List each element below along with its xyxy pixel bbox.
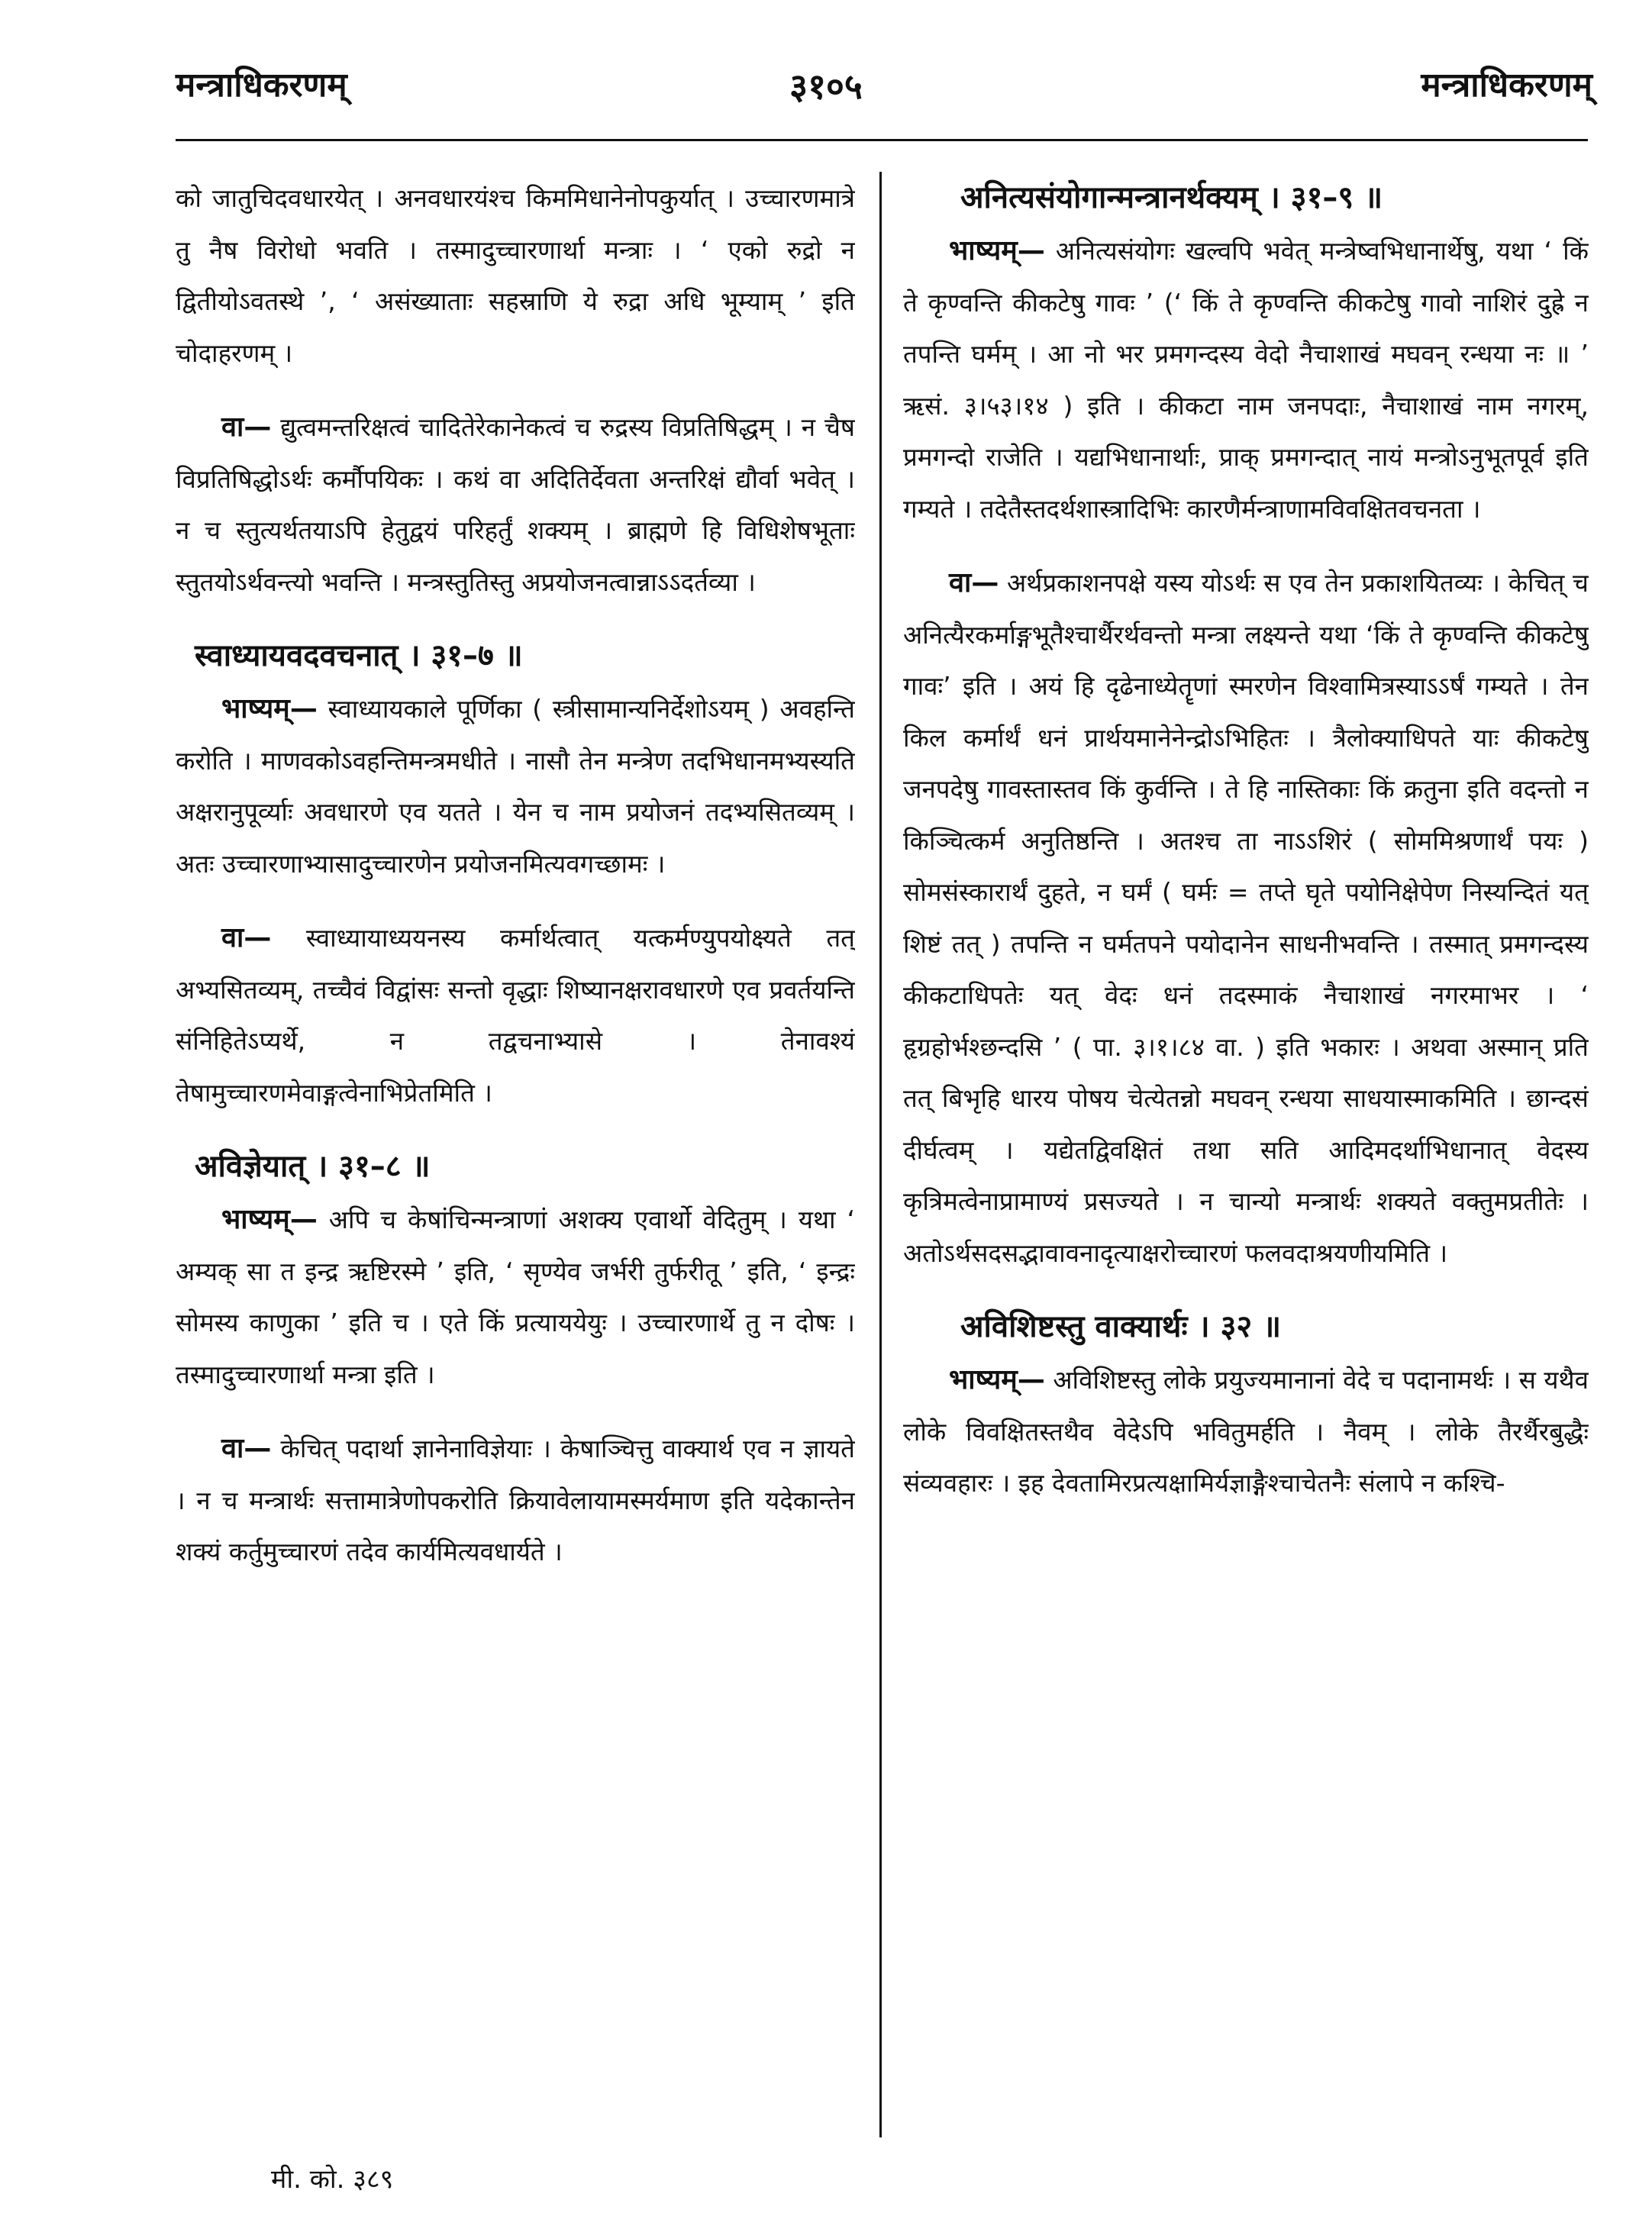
- paragraph-text: स्वाध्यायकाले पूर्णिका ( स्त्रीसामान्यनिर्देशोऽयम् ) अवहन्ति करोति । माणवकोऽवहन्तिमन्त्रमधीते । नासौ तेन मन्त्रेण तदभिधानमभ्यस्यति अक्षरानुपूर्व्याः अवधारणे एव यतते । येन च नाम प्रयोजनं तदभ्यसितव्यम् । अतः उच्चारणाभ्यासादुच्चारणेन प्रयोजनमित्यवगच्छामः ।: [176, 694, 855, 879]
- sutra-heading: अनित्यसंयोगान्मन्त्रानर्थक्यम् । ३१–९ ॥: [960, 180, 1383, 215]
- paragraph-text: अनित्यसंयोगः खल्वपि भवेत् मन्त्रेष्वभिधानार्थेषु, यथा ‘ किं ते कृण्वन्ति कीकटेषु गावः ’ (‘ किं ते कृण्वन्ति कीकटेषु गावो नाशिरं दुह्रे न तपन्ति घर्मम् । आ नो भर प्रमगन्दस्य वेदो नैचाशाखं मघवन् रन्धया नः ॥ ’ ऋसं. ३।५३।१४ ) इति । कीकटा नाम जनपदाः, नैचाशाखं नाम नगरम्, प्रमगन्दो राजेति । यद्यभिधानार्थाः, प्राक् प्रमगन्दात् नायं मन्त्रोऽनुभूतपूर्व इति गम्यते । तदेतैस्तदर्थशास्त्रादिभिः कारणैर्मन्त्राणामविवक्षितवचनता ।: [903, 236, 1589, 524]
- paragraph: [176, 402, 855, 608]
- running-header-right: मन्त्राधिकरणम्: [1421, 66, 1592, 105]
- paragraph-text: अर्थप्रकाशनपक्षे यस्य योऽर्थः स एव तेन प्रकाशयितव्यः । केचित् च अनित्यैरकर्माङ्गभूतैश्चार्थैरर्थवन्तो मन्त्रा लक्ष्यन्ते यथा ‘किं ते कृण्वन्ति कीकटेषु गावः’ इति । अयं हि दृढेनाध्येतॄणां स्मरणेन विश्वामित्रस्याऽऽर्षं गम्यते । तेन किल कर्मार्थं धनं प्रार्थयमानेनेन्द्रोऽभिहितः । त्रैलोक्याधिपते याः कीकटेषु जनपदेषु गावस्तास्तव किं कुर्वन्ति । ते हि नास्तिकाः किं क्रतुना इति वदन्तो न किञ्चित्कर्म अनुतिष्ठन्ति । अतश्च ता नाऽऽशिरं ( सोममिश्रणार्थं पयः ) सोमसंस्कारार्थं दुहते, न घर्मं ( घर्मः = तप्ते घृते पयोनिक्षेपेण निस्यन्दितं यत् शिष्टं तत् ) तपन्ति न घर्मतपने पयोदानेन साधनीभवन्ति । तस्मात् प्रमगन्दस्य कीकटाधिपतेः यत् वेदः धनं तदस्माकं नैचाशाखं नगरमाभर । ‘ हृग्रहोर्भश्छन्दसि ’ ( पा. ३।१।८४ वा. ) इति भकारः । अथवा अस्मान् प्रति तत् बिभृहि धारय पोषय चेत्येतन्नो मघवन् रन्धया साधयास्माकमिति । छान्दसं दीर्घत्वम् । यद्येतद्विवक्षितं तथा सति आदिमदर्थाभिधानात् वेदस्य कृत्रिमत्वेनाप्रामाण्यं प्रसज्यते । न चान्यो मन्त्रार्थः शक्यते वक्तुमप्रतीतेः । अतोऽर्थसदसद्भावावनादृत्याक्षरोच्चारणं फलवदाश्रयणीयमिति ।: [903, 568, 1589, 1268]
- paragraph: [176, 912, 855, 1118]
- paragraph: [903, 557, 1589, 1279]
- paragraph: [903, 225, 1589, 534]
- paragraph: [176, 1194, 855, 1400]
- paragraph-lead: वा—: [949, 567, 999, 598]
- paragraph: [176, 1423, 855, 1578]
- paragraph: [903, 1354, 1589, 1509]
- paragraph-text: द्युत्वमन्तरिक्षत्वं चादितेरेकानेकत्वं च रुद्रस्य विप्रतिषिद्धम् । न चैष विप्रतिषिद्धोऽर्थः कर्मौपयिकः । कथं वा अदितिर्देवता अन्तरिक्षं द्यौर्वा भवेत् । न च स्तुत्यर्थतयाऽपि हेतुद्वयं परिहर्तुं शक्यम् । ब्राह्मणे हि विधिशेषभूताः स्तुतयोऽर्थवन्त्यो भवन्ति । मन्त्रस्तुतिस्तु अप्रयोजनत्वान्नाऽऽदर्तव्या ।: [176, 412, 855, 597]
- column-divider: [879, 172, 882, 2137]
- sutra-heading: स्वाध्यायवदवचनात् । ३१–७ ॥: [195, 638, 523, 673]
- paragraph-text: केचित् पदार्था ज्ञानेनाविज्ञेयाः । केषाञ्चित्तु वाक्यार्थ एव न ज्ञायते । न च मन्त्रार्थः सत्तामात्रेणोपकरोति क्रियावेलायामस्मर्यमाण इति यदेकान्तेन शक्यं कर्तुमुच्चारणं तदेव कार्यमित्यवधार्यते ।: [176, 1434, 855, 1566]
- header-rule: [176, 139, 1588, 141]
- page-number: ३१०५: [789, 66, 863, 107]
- right-column: [903, 173, 1589, 2173]
- paragraph-lead: वा—: [221, 1433, 272, 1464]
- paragraph-lead: भाष्यम्—: [949, 235, 1045, 266]
- paragraph-lead: वा—: [221, 922, 272, 953]
- paragraph: [176, 683, 855, 889]
- paragraph-lead: भाष्यम्—: [221, 693, 318, 724]
- sutra-heading: अविशिष्टस्तु वाक्यार्थः । ३२ ॥: [960, 1309, 1282, 1344]
- paragraph-text: स्वाध्यायाध्ययनस्य कर्मार्थत्वात् यत्कर्मण्युपयोक्ष्यते तत् अभ्यसितव्यम्, तच्चैवं विद्वांसः सन्तो वृद्धाः शिष्यानक्षरावधारणे एव प्रवर्तयन्ति संनिहितेऽप्यर्थे, न तद्वचनाभ्यासे । तेनावश्यं तेषामुच्चारणमेवाङ्गत्वेनाभिप्रेतमिति ।: [176, 923, 855, 1108]
- paragraph-text: अविशिष्टस्तु लोके प्रयुज्यमानानां वेदे च पदानामर्थः । स यथैव लोके विवक्षितस्तथैव वेदेऽपि भवितुमर्हति । नैवम् । लोके तैरर्थैरबुद्धैः संव्यवहारः । इह देवतामिरप्रत्यक्षामिर्यज्ञाङ्गैश्चाचेतनैः संलापे न कश्चि-: [903, 1365, 1589, 1498]
- left-column: [176, 173, 855, 2131]
- running-header-left: मन्त्राधिकरणम्: [176, 66, 347, 105]
- footer-signature: मी. को. ३८९: [271, 2164, 394, 2195]
- paragraph-lead: भाष्यम्—: [949, 1364, 1045, 1395]
- paragraph: को जातुचिदवधारयेत् । अनवधारयंश्च किममिधानेनोपकुर्यात् । उच्चारणमात्रे तु नैष विरोधो भवति । तस्मादुच्चारणार्था मन्त्राः । ‘ एको रुद्रो न द्वितीयोऽवतस्थे ’, ‘ असंख्याताः सहस्राणि ये रुद्रा अधि भूम्याम् ’ इति चोदाहरणम् ।: [176, 183, 855, 368]
- sutra-heading: अविज्ञेयात् । ३१–८ ॥: [195, 1149, 431, 1184]
- paragraph-lead: वा—: [221, 411, 272, 443]
- paragraph-text: अपि च केषांचिन्मन्त्राणां अशक्य एवार्थो वेदितुम् । यथा ‘ अम्यक् सा त इन्द्र ऋष्टिरस्मे ’ इति, ‘ सृण्येव जर्भरी तुर्फरीतू ’ इति, ‘ इन्द्रः सोमस्य काणुका ’ इति च । एते किं प्रत्याययेयुः । उच्चारणार्थे तु न दोषः । तस्मादुच्चारणार्था मन्त्रा इति ।: [176, 1205, 855, 1389]
- paragraph-lead: भाष्यम्—: [221, 1204, 318, 1235]
